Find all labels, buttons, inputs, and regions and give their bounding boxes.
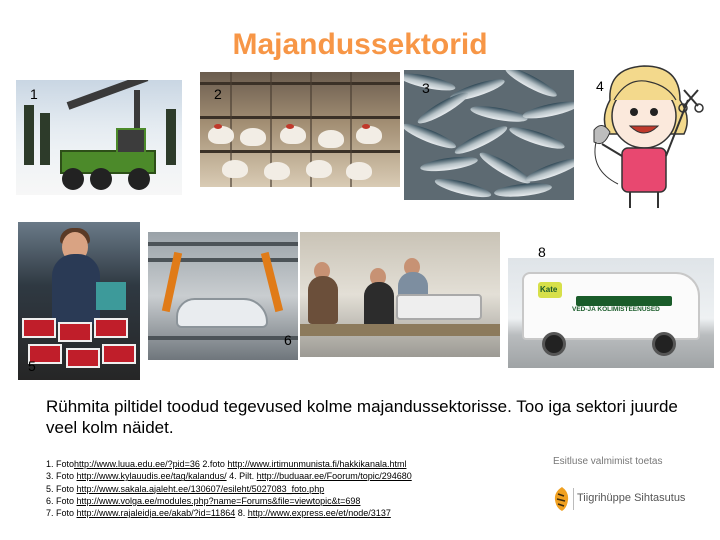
reference-link[interactable]: http://www.kylauudis.ee/tag/kalandus/ xyxy=(76,471,227,482)
reference-link[interactable]: http://www.volga.ee/modules.php?name=Forums&file=viewtopic&t=698 xyxy=(76,495,361,506)
van-logo-text: Kate xyxy=(540,285,558,294)
reference-label: 1. Foto xyxy=(46,459,75,469)
photo-number-3: 3 xyxy=(422,80,430,96)
photo-number-6: 6 xyxy=(284,332,292,348)
reference-link[interactable]: http://www.rajaleidja.ee/akab/?id=11864 xyxy=(76,508,236,519)
photo-number-4: 4 xyxy=(596,78,604,94)
photo-references xyxy=(46,458,476,519)
reference-link[interactable]: http://www.irtimunmunista.fi/hakkikanala.html xyxy=(227,459,407,469)
reference-label: 8. xyxy=(235,508,248,519)
tiger-icon xyxy=(553,486,571,512)
slide-title: Majandussektorid xyxy=(232,28,488,61)
reference-label: 7. Foto xyxy=(46,508,77,519)
reference-label: 5. Foto xyxy=(46,483,77,494)
sponsor-name: Tiigrihüppe Sihtasutus xyxy=(577,492,686,504)
reference-label: 3. Foto xyxy=(46,471,77,482)
reference-label: 2.foto xyxy=(199,459,228,469)
photo-delivery-van xyxy=(508,258,714,368)
reference-link[interactable]: http://www.express.ee/et/node/3137 xyxy=(247,508,391,519)
photo-chicken-cages xyxy=(200,72,400,187)
photo-forestry-machine xyxy=(16,80,182,195)
cartoon-hairdresser xyxy=(588,60,708,210)
reference-row xyxy=(46,458,476,470)
photo-number-2: 2 xyxy=(214,86,222,102)
photo-number-5: 5 xyxy=(28,358,36,374)
reference-row xyxy=(46,507,476,519)
reference-label: 4. Pilt. xyxy=(226,471,257,482)
sponsor-logo xyxy=(553,456,713,526)
photo-market-stall xyxy=(18,222,140,380)
photo-number-1: 1 xyxy=(30,86,38,102)
reference-row xyxy=(46,495,476,507)
reference-row xyxy=(46,470,476,482)
photo-number-8: 8 xyxy=(538,244,546,260)
reference-link[interactable]: http://www.sakala.ajaleht.ee/130607/esileht/5027083_foto.php xyxy=(76,483,325,494)
photo-car-factory xyxy=(148,232,298,360)
reference-link[interactable]: http://buduaar.ee/Foorum/topic/294680 xyxy=(256,471,412,482)
photo-sewing-workshop xyxy=(300,232,500,357)
task-instruction: Rühmita piltidel toodud tegevused kolme majandussektorisse. Too iga sektori juurde veel kolm näidet. xyxy=(46,397,678,437)
reference-link[interactable]: http://www.luua.edu.ee/?pid=36 xyxy=(74,459,200,469)
sponsor-caption: Esitluse valmimist toetas xyxy=(553,456,663,467)
van-lettering: VED-JA KOLIMISTEENUSED xyxy=(572,306,660,313)
reference-label: 6. Foto xyxy=(46,495,77,506)
hairdresser-illustration xyxy=(588,60,708,210)
reference-row xyxy=(46,483,476,495)
